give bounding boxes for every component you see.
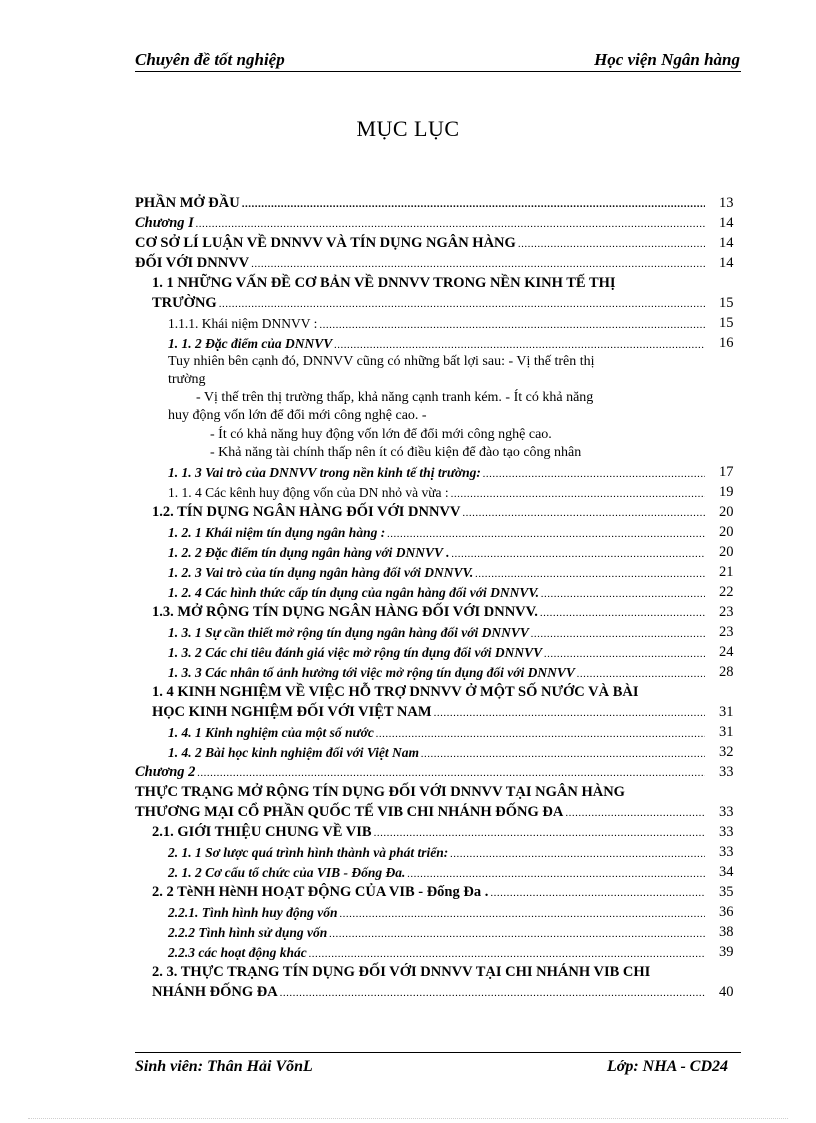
toc-entry[interactable] [135, 194, 707, 213]
toc-entry[interactable] [135, 783, 625, 802]
toc-entry[interactable] [168, 563, 707, 582]
toc-entry-text: ĐỐI VỚI DNNVV [135, 255, 250, 271]
header-rule [135, 71, 741, 72]
toc-page-number: 14 [719, 255, 734, 271]
page-header [135, 50, 740, 72]
toc-leader-dots [407, 865, 705, 884]
toc-entry[interactable] [168, 334, 707, 353]
toc-leader-dots [340, 905, 705, 924]
toc-entry-text: 2. 2 TèNH HèNH HOẠT ĐỘNG CỦA VIB - Đống Đa . [152, 884, 489, 900]
toc-entry-text: PHẦN MỞ ĐẦU [135, 195, 240, 211]
toc-page-number: 36 [719, 904, 734, 920]
toc-entry-text: CƠ SỞ LÍ LUẬN VỀ DNNVV VÀ TÍN DỤNG NGÂN HÀNG [135, 235, 516, 251]
toc-entry[interactable] [168, 463, 707, 482]
toc-leader-dots [475, 565, 705, 584]
toc-entry[interactable] [152, 294, 707, 313]
toc-entry-text: 1. 1. 3 Vai trò của DNNVV trong nền kinh tế thị trường: [168, 465, 481, 480]
toc-leader-dots [319, 316, 705, 335]
toc-leader-dots [577, 665, 705, 684]
toc-entry[interactable] [152, 883, 707, 902]
toc-entry[interactable] [168, 523, 707, 542]
toc-entry-text: 1.1.1. Khái niệm DNNVV : [168, 316, 318, 331]
toc-entry-text: 1. 4. 1 Kinh nghiệm của một số nước [168, 725, 374, 740]
toc-entry-text: 2.2.1. Tình hình huy động vốn [168, 905, 338, 920]
toc-leader-dots [518, 235, 705, 254]
toc-leader-dots [421, 745, 705, 764]
toc-entry-text: 1. 3. 3 Các nhân tố ảnh hưởng tới việc mở rộng tín dụng đối với DNNVV [168, 665, 575, 680]
toc-leader-dots [541, 585, 705, 604]
toc-entry[interactable] [135, 763, 707, 782]
toc-entry-text: 1. 2. 1 Khái niệm tín dụng ngân hàng : [168, 525, 386, 540]
toc-leader-dots [434, 704, 705, 723]
toc-page-number: 15 [719, 315, 734, 331]
toc-leader-dots [197, 764, 705, 783]
toc-page-number: 33 [719, 824, 734, 840]
toc-entry-text: 1.2. TÍN DỤNG NGÂN HÀNG ĐỐI VỚI DNNVV [152, 504, 461, 520]
toc-entry[interactable] [152, 823, 707, 842]
toc-entry-text: 1. 3. 2 Các chỉ tiêu đánh giá việc mở rộng tín dụng đối với DNNVV [168, 645, 543, 660]
toc-entry-text: NHÁNH ĐỐNG ĐA [152, 984, 278, 1000]
toc-entry[interactable] [168, 923, 707, 942]
toc-entry-text: THỰC TRẠNG MỞ RỘNG TÍN DỤNG ĐỐI VỚI DNNVV TẠI NGÂN HÀNG [135, 784, 625, 800]
toc-entry[interactable] [152, 983, 707, 1002]
toc-page-number: 20 [719, 524, 734, 540]
footer-student: Sinh viên: Thân Hải VõnL [135, 1058, 313, 1075]
toc-entry-text: 1. 4. 2 Bài học kinh nghiệm đối với Việt Nam [168, 745, 420, 760]
toc-body-line: huy động vốn lớn để đổi mới công nghệ cao. - [168, 408, 427, 423]
toc-page-number: 23 [719, 624, 734, 640]
toc-page-number: 31 [719, 724, 734, 740]
toc-body-line: trường [168, 372, 206, 387]
toc-entry[interactable] [168, 863, 707, 882]
toc-entry-text: 1. 1 NHỮNG VẤN ĐỀ CƠ BẢN VỀ DNNVV TRONG NỀN KINH TẾ THỊ [152, 275, 616, 291]
toc-entry[interactable] [168, 483, 707, 502]
toc-page-number: 17 [719, 464, 734, 480]
toc-entry[interactable] [168, 723, 707, 742]
toc-page-number: 15 [719, 295, 734, 311]
toc-entry-text: THƯƠNG MẠI CỔ PHẦN QUỐC TẾ VIB CHI NHÁNH ĐỐNG ĐA [135, 804, 564, 820]
toc-leader-dots [451, 485, 705, 504]
toc-entry-text: 1. 3. 1 Sự cần thiết mở rộng tín dụng ngân hàng đối với DNNVV [168, 625, 529, 640]
toc-entry[interactable] [168, 643, 707, 662]
toc-page-number: 33 [719, 764, 734, 780]
toc-page-number: 23 [719, 604, 734, 620]
toc-entry[interactable] [168, 314, 707, 333]
toc-page-number: 34 [719, 864, 734, 880]
toc-page-number: 21 [719, 564, 734, 580]
toc-entry-text: TRƯỜNG [152, 295, 217, 311]
toc-leader-dots [531, 625, 705, 644]
toc-leader-dots [280, 984, 705, 1003]
toc-page-number: 19 [719, 484, 734, 500]
toc-entry[interactable] [135, 214, 707, 233]
toc-entry-text: Chương 2 [135, 764, 196, 780]
toc-leader-dots [490, 884, 705, 903]
page-title: MỤC LỤC [356, 116, 460, 141]
toc-page-number: 24 [719, 644, 734, 660]
toc-entry[interactable] [152, 703, 707, 722]
toc-entry-text: 2.2.2 Tình hình sử dụng vốn [168, 925, 328, 940]
toc-page-number: 28 [719, 664, 734, 680]
toc-entry[interactable] [135, 254, 707, 273]
toc-page-number: 13 [719, 195, 734, 211]
toc-entry[interactable] [168, 843, 707, 862]
toc-page-number: 35 [719, 884, 734, 900]
toc-body-line: - Khả năng tài chính thấp nên ít có điều kiện để đào tạo công nhân [210, 445, 582, 460]
toc-page-number: 16 [719, 335, 734, 351]
toc-entry[interactable] [168, 943, 707, 962]
toc-page-number: 31 [719, 704, 734, 720]
toc-entry-text: 1. 2. 3 Vai trò của tín dụng ngân hàng đối với DNNVV. [168, 565, 474, 580]
toc-entry-text: HỌC KINH NGHIỆM ĐỐI VỚI VIỆT NAM [152, 704, 432, 720]
toc-entry[interactable] [135, 234, 707, 253]
toc-page-number: 32 [719, 744, 734, 760]
toc-leader-dots [544, 645, 705, 664]
toc-leader-dots [483, 465, 705, 484]
toc-entry-text: 1. 2. 4 Các hình thức cấp tín dụng của ngân hàng đối với DNNVV. [168, 585, 540, 600]
toc-leader-dots [376, 725, 705, 744]
toc-entry[interactable] [168, 663, 707, 682]
toc-leader-dots [219, 295, 705, 314]
footer-rule [135, 1052, 741, 1053]
toc-page-number: 20 [719, 504, 734, 520]
page-footer [135, 1058, 740, 1080]
header-right: Học viện Ngân hàng [594, 50, 740, 69]
toc-leader-dots [565, 804, 705, 823]
toc-leader-dots [387, 525, 705, 544]
toc-page-number: 40 [719, 984, 734, 1000]
toc-body-line: Tuy nhiên bên cạnh đó, DNNVV cũng có những bất lợi sau: - Vị thế trên thị [168, 354, 595, 369]
header-left: Chuyên đề tốt nghiệp [135, 50, 285, 69]
toc-entry-text: Chương I [135, 215, 194, 231]
toc-entry-text: 2.2.3 các hoạt động khác [168, 945, 307, 960]
toc-leader-dots [309, 945, 705, 964]
toc-entry[interactable] [152, 963, 650, 982]
toc-entry[interactable] [135, 803, 707, 822]
toc-leader-dots [374, 824, 705, 843]
toc-leader-dots [540, 604, 705, 623]
toc-page-number: 39 [719, 944, 734, 960]
toc-entry[interactable] [152, 274, 616, 293]
toc-leader-dots [329, 925, 705, 944]
toc-entry-text: 2.1. GIỚI THIỆU CHUNG VỀ VIB [152, 824, 372, 840]
toc-entry-text: 1. 4 KINH NGHIỆM VỀ VIỆC HỖ TRỢ DNNVV Ở MỘT SỐ NƯỚC VÀ BÀI [152, 684, 639, 700]
toc-entry[interactable] [168, 583, 707, 602]
toc-leader-dots [242, 195, 705, 214]
toc-entry[interactable] [152, 603, 707, 622]
toc-entry-text: 2. 3. THỰC TRẠNG TÍN DỤNG ĐỐI VỚI DNNVV TẠI CHI NHÁNH VIB CHI [152, 964, 651, 980]
toc-entry[interactable] [168, 623, 707, 642]
toc-entry[interactable] [168, 543, 707, 562]
toc-page-number: 33 [719, 844, 734, 860]
toc-leader-dots [450, 845, 705, 864]
toc-body-line: - Ít có khả năng huy động vốn lớn để đổi mới công nghệ cao. [210, 427, 552, 442]
toc-page-number: 20 [719, 544, 734, 560]
toc-entry-text: 1. 1. 2 Đặc điểm của DNNVV [168, 336, 333, 351]
toc-leader-dots [251, 255, 705, 274]
toc-entry-text: 1. 1. 4 Các kênh huy động vốn của DN nhỏ và vừa : [168, 485, 449, 500]
page-bottom-border [28, 1118, 788, 1119]
toc-page-number: 14 [719, 235, 734, 251]
toc-entry[interactable] [168, 743, 707, 762]
toc-entry-text: 2. 1. 1 Sơ lược quá trình hình thành và phát triển: [168, 845, 449, 860]
toc-leader-dots [196, 215, 705, 234]
toc-entry[interactable] [152, 503, 707, 522]
toc-body-line: - Vị thế trên thị trường thấp, khả năng cạnh tranh kém. - Ít có khả năng [196, 390, 594, 405]
toc-entry[interactable] [168, 903, 707, 922]
toc-leader-dots [462, 504, 705, 523]
toc-entry-text: 1. 2. 2 Đặc điểm tín dụng ngân hàng với DNNVV . [168, 545, 450, 560]
toc-page-number: 22 [719, 584, 734, 600]
footer-class: Lớp: NHA - CD24 [606, 1058, 728, 1075]
toc-entry-text: 2. 1. 2 Cơ cấu tổ chức của VIB - Đống Đa. [168, 865, 406, 880]
toc-page-number: 14 [719, 215, 734, 231]
toc-leader-dots [452, 545, 705, 564]
toc-entry[interactable] [152, 683, 639, 702]
toc-page-number: 38 [719, 924, 734, 940]
toc-page-number: 33 [719, 804, 734, 820]
toc-entry-text: 1.3. MỞ RỘNG TÍN DỤNG NGÂN HÀNG ĐỐI VỚI DNNVV. [152, 604, 538, 620]
